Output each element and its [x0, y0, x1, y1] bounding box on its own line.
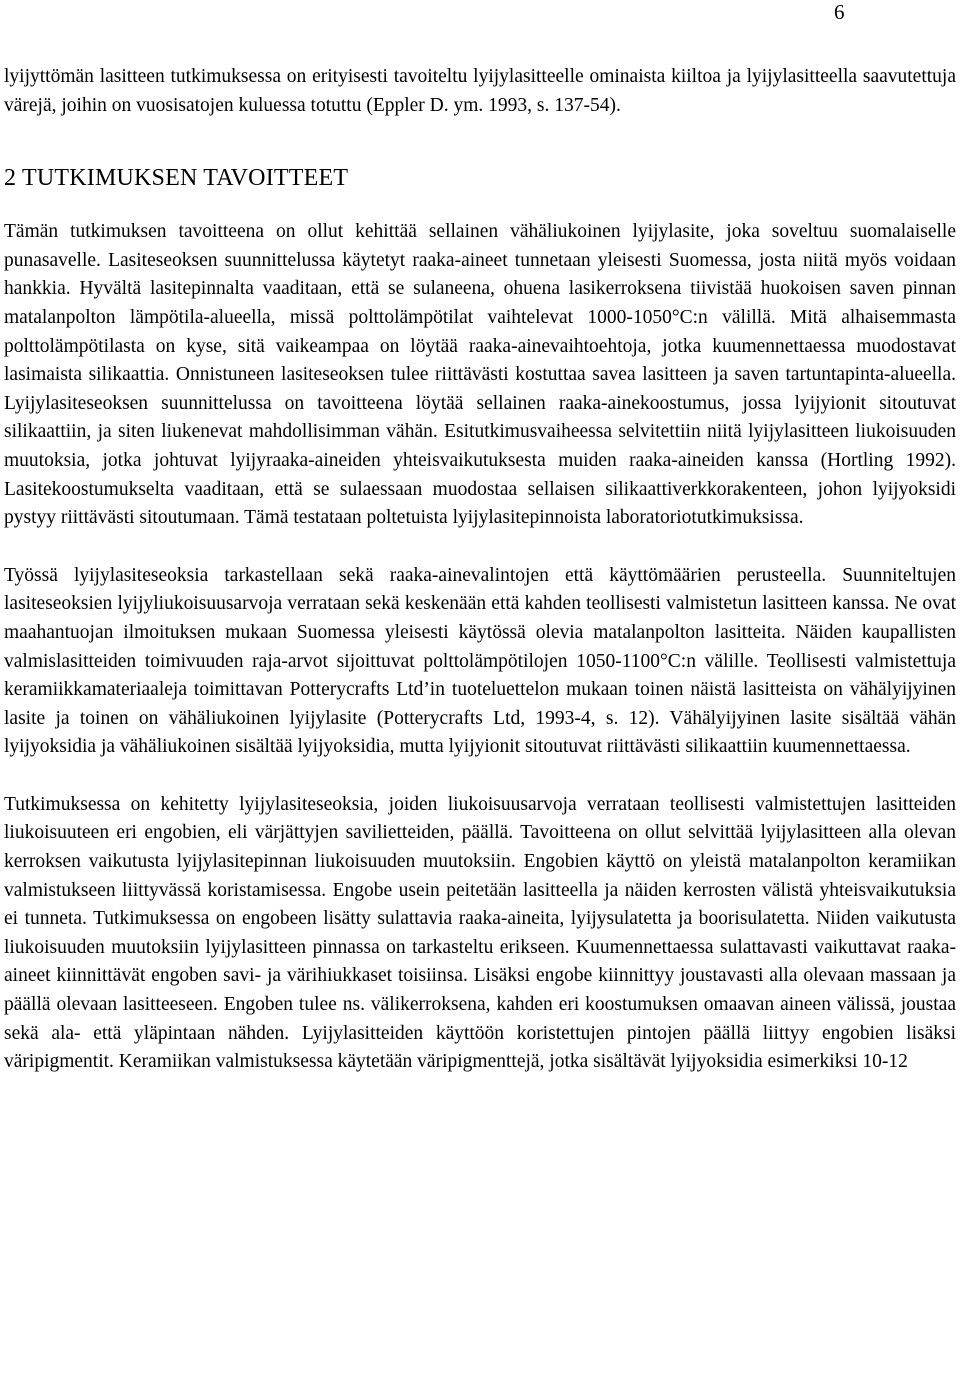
section-heading: 2 TUTKIMUKSEN TAVOITTEET [4, 165, 349, 192]
spacer [4, 533, 956, 562]
spacer [4, 762, 956, 791]
body-paragraph-1: Tämän tutkimuksen tavoitteena on ollut kehittää sellainen vähäliukoinen lyijylasite, joka soveltuu suomalaiselle punasavelle. Lasiteseoksen suunnittelussa käytetyt raaka-aineet tunnetaan yleisesti Suomessa, josta niitä myös voidaan hankkia. Hyvältä lasitepinnalta vaaditaan, että se sulaneena, ohuena lasikerroksena tiivistää huokoisen saven pinnan matalanpolton lämpötila-alueella, missä polttolämpötilat vaihtelevat 1000-1050°C:n välillä. Mitä alhaisemmasta polttolämpötilasta on kyse, sitä vaikeampaa on löytää raaka-ainevaihtoehtoja, jotka kuumennettaessa muodostavat lasimaista silikaattia. Onnistuneen lasiteseoksen tulee riittävästi kostuttaa savea lasitteen ja saven tartuntapinta-alueella. Lyijylasiteseoksen suunnittelussa on tavoitteena löytää sellainen raaka-ainekoostumus, jossa lyijyionit sitoutuvat silikaattiin, ja siten liukenevat mahdollisimman vähän. Esitutkimusvaiheessa selvitettiin niitä lyijylasitteen liukoisuuden muutoksia, jotka johtuvat lyijyraaka-aineiden yhteisvaikutuksesta muiden raaka-aineiden kanssa (Hortling 1992). Lasitekoostumukselta vaaditaan, että se sulaessaan muodostaa sellaisen silikaattiverkkorakenteen, johon lyijyoksidi pystyy riittävästi sitoutumaan. Tämä testataan poltetuista lyijylasitepinnoista laboratoriotutkimuksissa. [4, 221, 956, 529]
document-body [4, 63, 956, 1077]
page-number: 6 [834, 0, 845, 24]
spacer [4, 193, 956, 218]
spacer [4, 120, 956, 163]
body-paragraph-2: Työssä lyijylasiteseoksia tarkastellaan sekä raaka-ainevalintojen että käyttömäärien perusteella. Suunniteltujen lasiteseoksien lyijyliukoisuusarvoja verrataan sekä keskenään että kahden teollisesti valmistetun lasitteen kanssa. Ne ovat maahantuojan ilmoituksen mukaan Suomessa yleisesti käytössä olevia matalanpolton lasitteita. Näiden kaupallisten valmislasitteiden toimivuuden raja-arvot sijoittuvat polttolämpötilojen 1050-1100°C:n välille. Teollisesti valmistettuja keramiikkamateriaaleja toimittavan Potterycrafts Ltd’in tuoteluettelon mukaan toinen näistä lasitteista on vähälyijyinen lasite ja toinen on vähäliukoinen lyijylasite (Potterycrafts Ltd, 1993-4, s. 12). Vähälyijyinen lasite sisältää vähän lyijyoksidia ja vähäliukoinen sisältää lyijyoksidia, mutta lyijyionit sitoutuvat riittävästi silikaattiin kuumennettaessa. [4, 564, 956, 758]
intro-paragraph: lyijyttömän lasitteen tutkimuksessa on erityisesti tavoiteltu lyijylasitteelle ominaista kiiltoa ja lyijylasitteella saavutettuja värejä, joihin on vuosisatojen kuluessa totuttu (Eppler D. ym. 1993, s. 137-54). [4, 66, 956, 116]
body-paragraph-3: Tutkimuksessa on kehitetty lyijylasiteseoksia, joiden liukoisuusarvoja verrataan teollisesti valmistettujen lasitteiden liukoisuuteen eri engobien, eli värjättyjen savilietteiden, päällä. Tavoitteena on ollut selvittää lyijylasitteen alla olevan kerroksen vaikutusta lyijylasitepinnan liukoisuuden muutoksiin. Engobien käyttö on yleistä matalanpolton keramiikan valmistukseen liittyvässä koristamisessa. Engobe usein peitetään lasitteella ja näiden kerrosten välistä yhteisvaikutuksia ei tunneta. Tutkimuksessa on engobeen lisätty sulattavia raaka-aineita, lyijysulatetta ja boorisulatetta. Niiden vaikutusta liukoisuuden muutoksiin lyijylasitteen pinnassa on tarkasteltu erikseen. Kuumennettaessa sulattavasti vaikuttavat raaka-aineet kiinnittävät engoben savi- ja värihiukkaset toisiinsa. Lisäksi engobe kiinnittyy joustavasti alla olevaan massaan ja päällä olevaan lasitteeseen. Engoben tulee ns. välikerroksena, kahden eri koostumuksen omaavan aineen välissä, joustaa sekä ala- että yläpintaan nähden. Lyijylasitteiden käyttöön koristettujen pintojen päällä liittyy engobien lisäksi väripigmentit. Keramiikan valmistuksessa käytetään väripigmenttejä, jotka sisältävät lyijyoksidia esimerkiksi 10-12 [4, 793, 956, 1073]
